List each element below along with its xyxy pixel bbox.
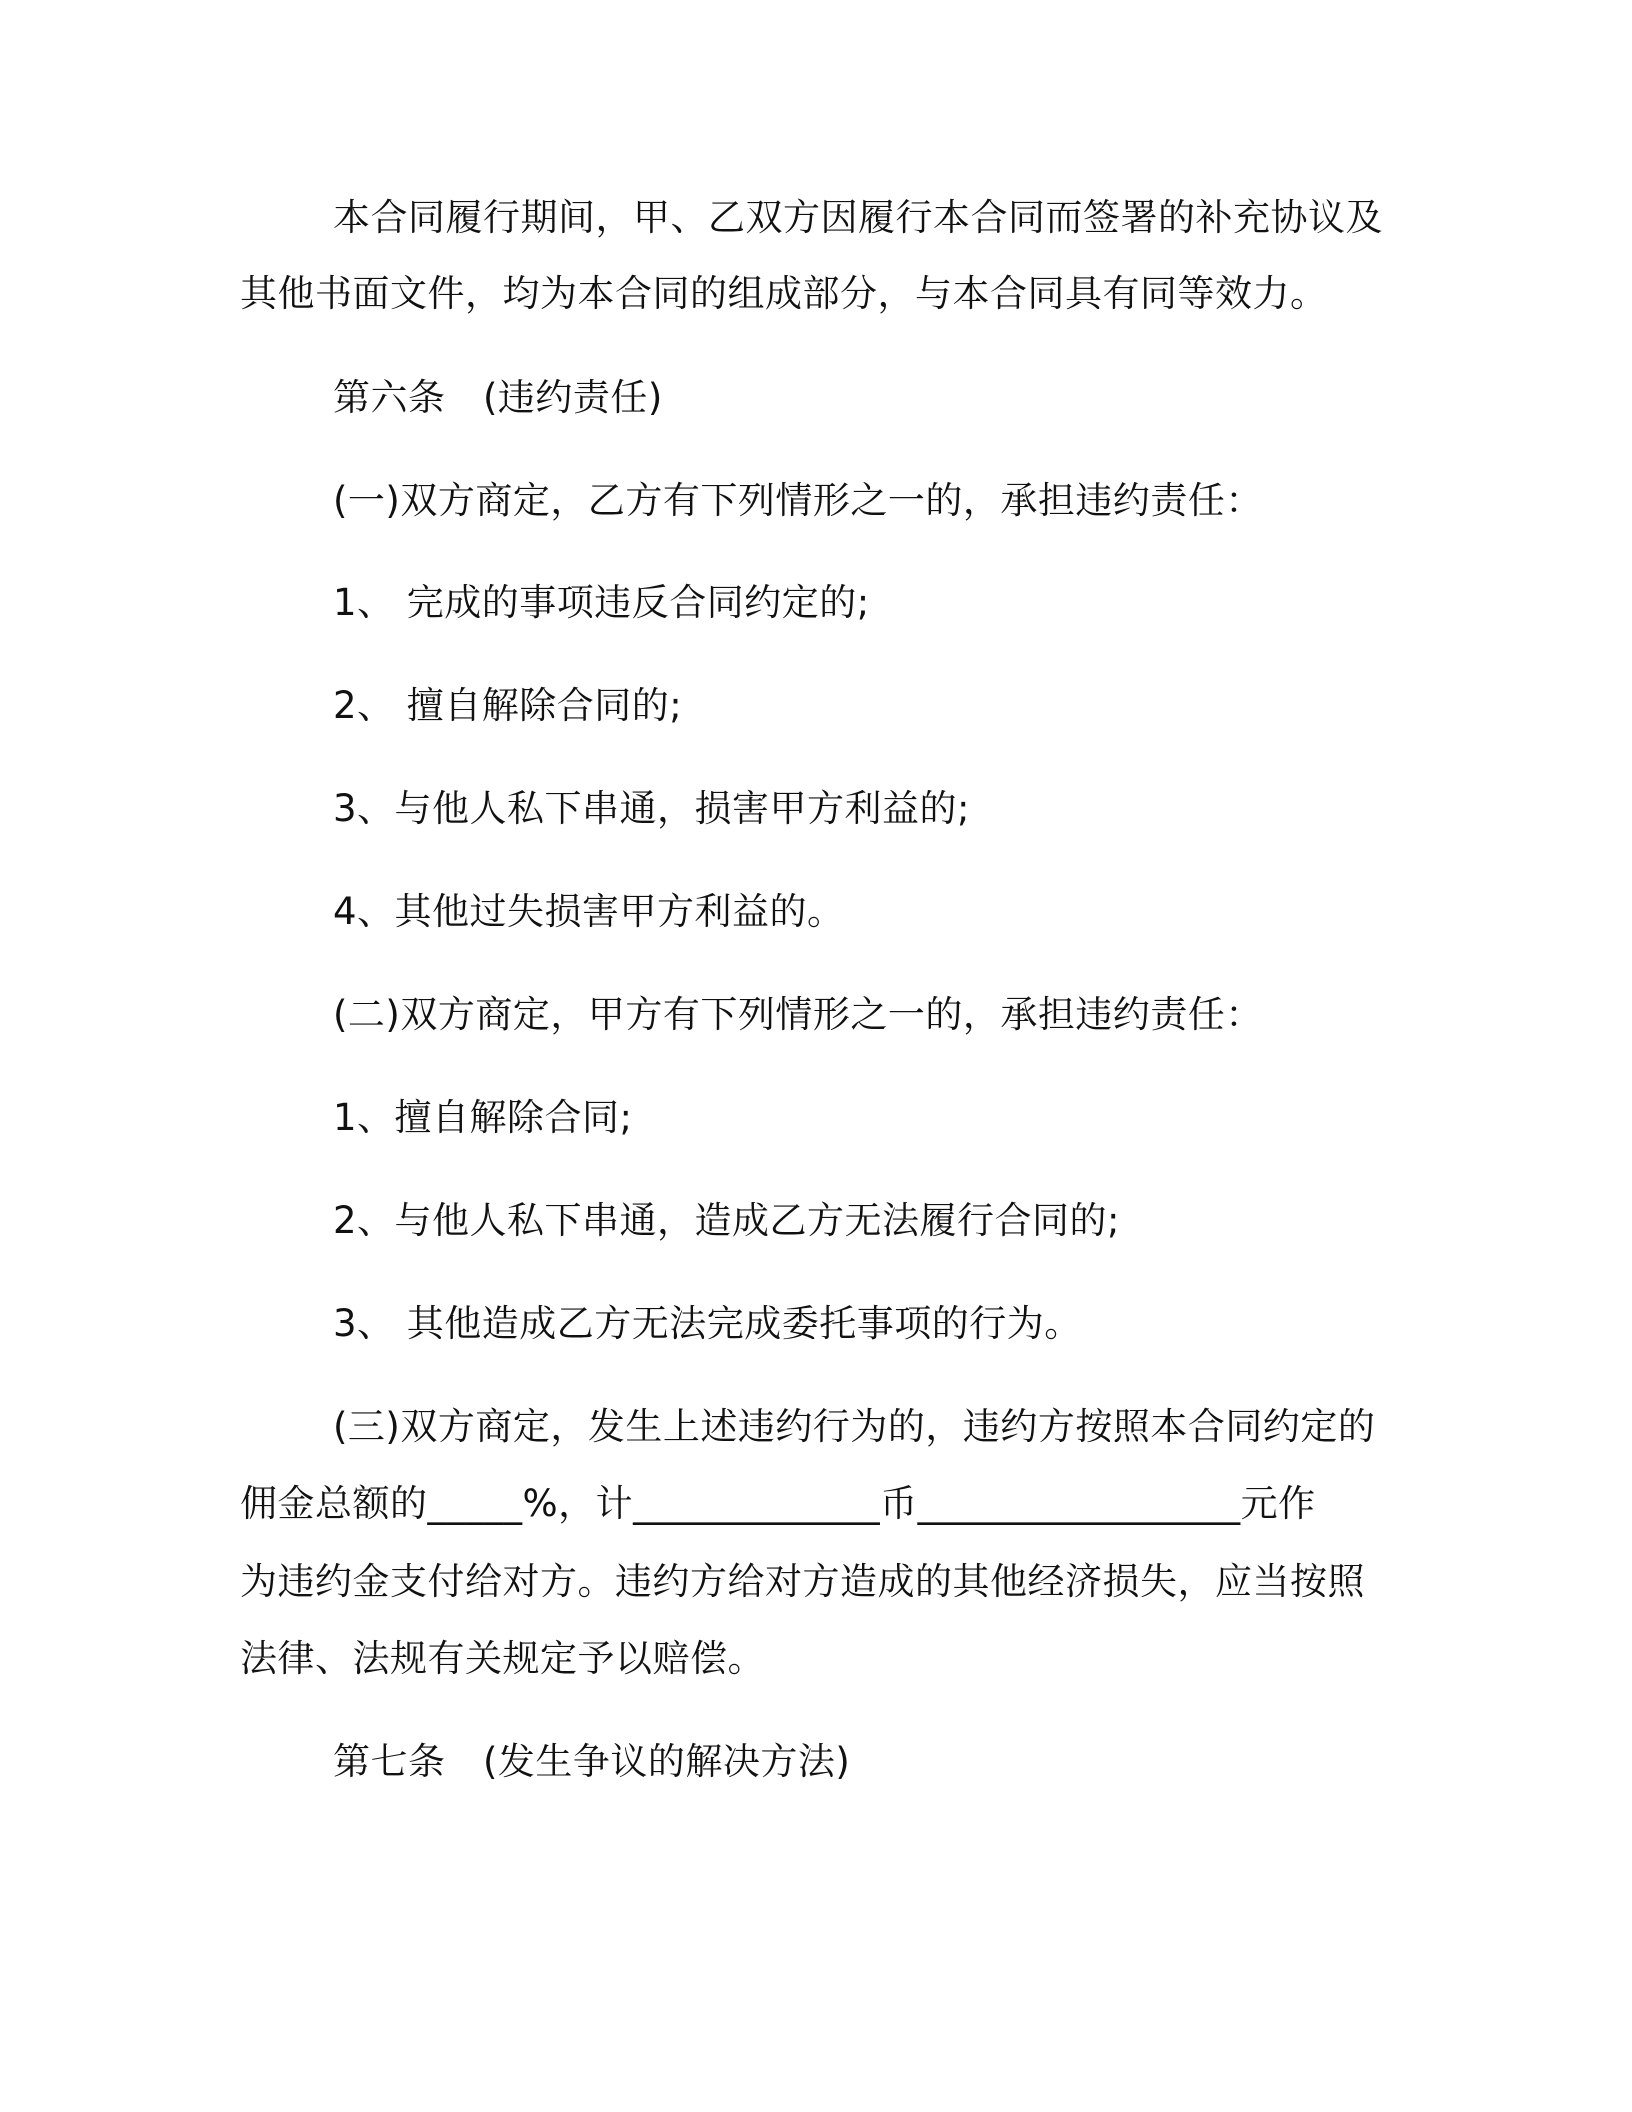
clause2-item-3: 3、 其他造成乙方无法完成委托事项的行为。 bbox=[333, 1302, 1082, 1345]
para1-line1: 本合同履行期间，甲、乙双方因履行本合同而签署的补充协议及 bbox=[333, 196, 1383, 239]
clause1-item-4: 4、其他过失损害甲方利益的。 bbox=[333, 890, 845, 933]
clause2-item-2: 2、与他人私下串通，造成乙方无法履行合同的; bbox=[333, 1199, 1121, 1242]
clause3-line2: 佣金总额的_____%，计_____________币_________________元作 bbox=[240, 1482, 1316, 1525]
article7-heading: 第七条 (发生争议的解决方法) bbox=[333, 1740, 851, 1783]
clause1-item-2: 2、 擅自解除合同的; bbox=[333, 684, 683, 727]
clause3-line4: 法律、法规有关规定予以赔偿。 bbox=[240, 1637, 765, 1680]
clause2-item-1: 1、擅自解除合同; bbox=[333, 1096, 633, 1139]
article6-heading: 第六条 (违约责任) bbox=[333, 376, 663, 419]
clause3-line1: (三)双方商定，发生上述违约行为的，违约方按照本合同约定的 bbox=[333, 1405, 1376, 1448]
clause2-intro: (二)双方商定，甲方有下列情形之一的，承担违约责任： bbox=[333, 993, 1263, 1036]
clause1-intro: (一)双方商定，乙方有下列情形之一的，承担违约责任： bbox=[333, 479, 1263, 522]
clause1-item-1: 1、 完成的事项违反合同约定的; bbox=[333, 581, 870, 624]
clause3-line3: 为违约金支付给对方。违约方给对方造成的其他经济损失，应当按照 bbox=[240, 1560, 1365, 1603]
para1-line2: 其他书面文件，均为本合同的组成部分，与本合同具有同等效力。 bbox=[240, 272, 1328, 315]
clause1-item-3: 3、与他人私下串通，损害甲方利益的; bbox=[333, 787, 971, 830]
